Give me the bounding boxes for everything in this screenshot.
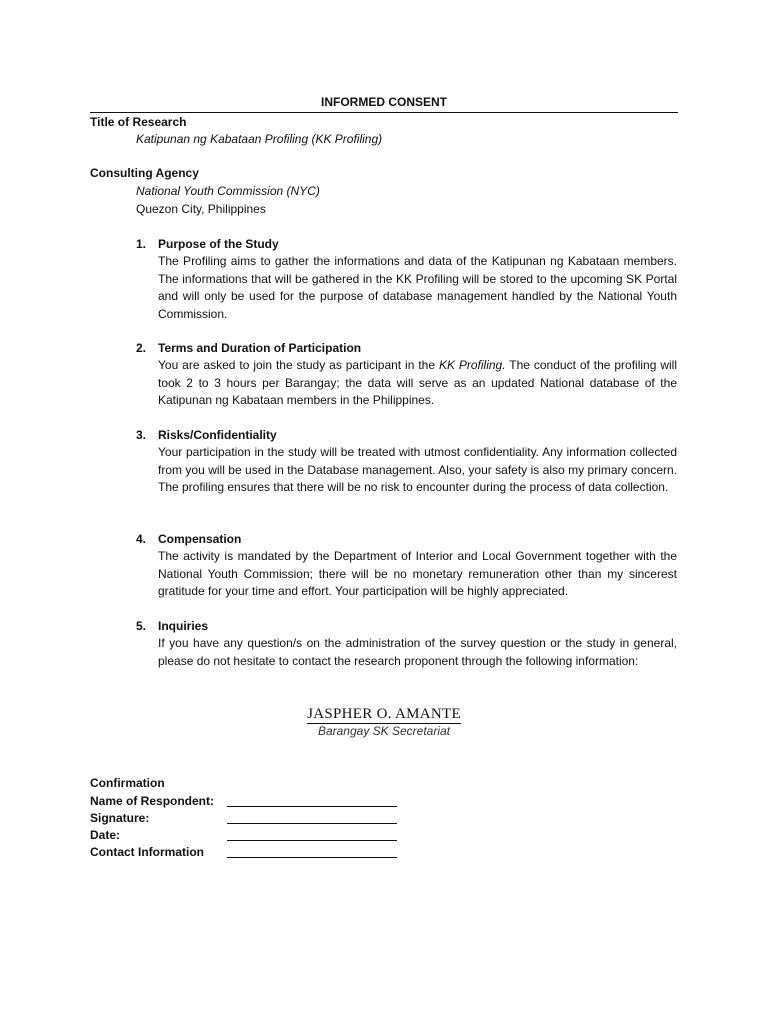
proponent-role: Barangay SK Secretariat [317, 724, 451, 738]
section-number: 2. [136, 341, 147, 355]
section-text: The activity is mandated by the Department of Interior and Local Government together with the National Youth Commission; there will be no monetary remuneration other than my sincerest gratitude for your time and effort. Your participation will be highly appreciated. [158, 549, 677, 599]
agency-name: National Youth Commission (NYC) [136, 184, 320, 198]
date-blank[interactable] [227, 840, 397, 841]
section-text-part: You are asked to join the study as participant in the [158, 358, 439, 373]
section-inquiries [158, 618, 677, 670]
consulting-agency-label: Consulting Agency [90, 166, 199, 180]
proponent-name [90, 706, 678, 724]
contact-information-blank[interactable] [227, 857, 397, 858]
agency-location: Quezon City, Philippines [136, 202, 266, 216]
signature-blank[interactable] [227, 823, 397, 824]
document-title: INFORMED CONSENT [321, 95, 447, 109]
confirmation-field-label: Contact Information [90, 845, 204, 859]
title-divider [90, 112, 678, 113]
section-terms [158, 340, 677, 410]
section-text-italic: KK Profiling. [438, 358, 506, 373]
title-of-research-label: Title of Research [90, 115, 187, 129]
section-text: If you have any question/s on the administration of the survey question or the study in general, please do not hesitate to contact the research proponent through the following information: [158, 636, 677, 668]
confirmation-heading: Confirmation [90, 776, 165, 790]
section-heading: Inquiries [158, 619, 209, 633]
section-heading: Compensation [158, 532, 242, 546]
section-text-part: The conduct of the profiling will took 2 to 3 hours per Barangay; the data will serve as an updated National database of the Katipunan ng Kabataan members in the Philippines. [158, 358, 677, 408]
respondent-name-blank[interactable] [227, 806, 397, 807]
section-risks [158, 427, 677, 497]
section-number: 1. [136, 237, 147, 251]
section-heading: Purpose of the Study [158, 237, 279, 251]
section-heading: Terms and Duration of Participation [158, 341, 362, 355]
section-compensation [158, 531, 677, 601]
section-text [158, 357, 677, 409]
section-number: 3. [136, 428, 147, 442]
section-text: Your participation in the study will be treated with utmost confidentiality. Any information collected from you will be used in the Database management. Also, your safety is also my primary concern. The profiling ensures that there will be no risk to encounter during the process of data collection. [158, 445, 677, 495]
title-of-research-value: Katipunan ng Kabataan Profiling (KK Profiling) [136, 132, 383, 146]
section-heading: Risks/Confidentiality [158, 428, 277, 442]
section-text: The Profiling aims to gather the informations and data of the Katipunan ng Kabataan members. The informations that will be gathered in the KK Profiling will be stored to the upcoming SK Portal and will only be used for the purpose of database management handled by the National Youth Commission. [158, 254, 677, 321]
confirmation-field-label: Date: [90, 828, 121, 842]
confirmation-field-label: Name of Respondent: [90, 794, 215, 808]
proponent-name-text: JASPHER O. AMANTE [307, 706, 461, 722]
section-purpose [158, 236, 677, 323]
section-number: 5. [136, 619, 147, 633]
section-number: 4. [136, 532, 147, 546]
confirmation-field-label: Signature: [90, 811, 150, 825]
